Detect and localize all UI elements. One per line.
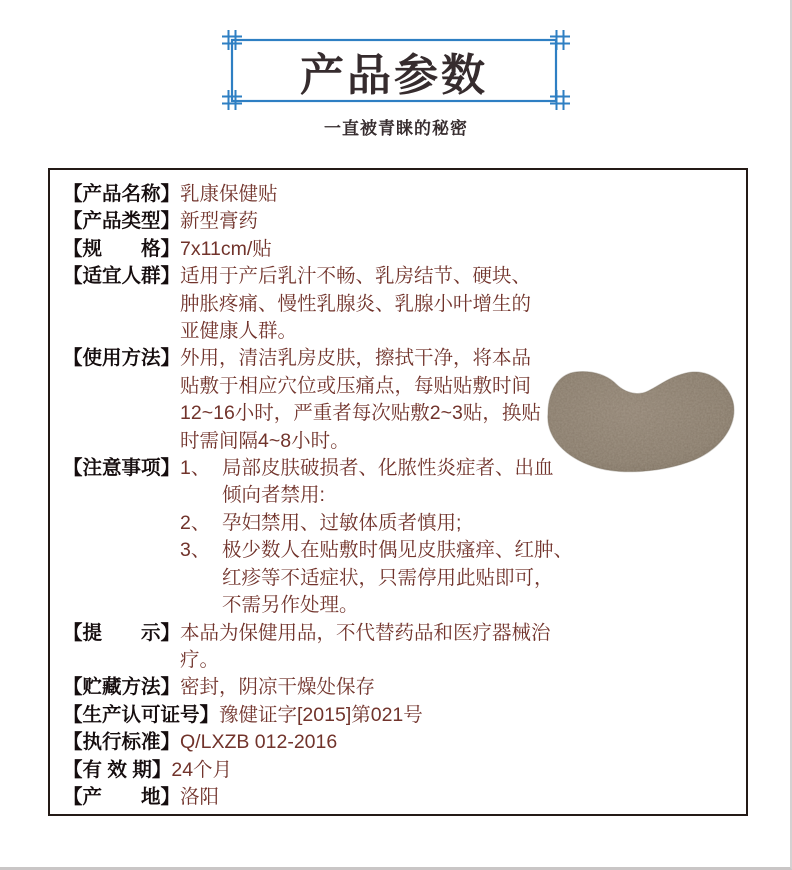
param-line: 孕妇禁用、过敏体质者慎用; — [222, 511, 462, 534]
param-line: 新型膏药 — [180, 210, 259, 233]
param-row — [63, 236, 746, 263]
param-line: 7x11cm/贴 — [180, 237, 272, 260]
param-label: 【规 格】 — [63, 237, 181, 260]
param-label: 【提 示】 — [63, 621, 181, 644]
param-row — [63, 674, 746, 701]
param-line: 极少数人在贴敷时偶见皮肤瘙痒、红肿、 — [222, 539, 574, 562]
param-line: 亚健康人群。 — [180, 320, 298, 343]
param-line: 本品为保健用品，不代替药品和医疗器械治 — [180, 621, 551, 644]
param-value — [180, 208, 258, 235]
header — [222, 28, 570, 112]
note-item-number: 1、 — [180, 457, 211, 480]
param-line: 红疹等不适症状，只需停用此贴即可， — [222, 566, 554, 589]
param-row — [63, 455, 746, 619]
note-item — [180, 455, 573, 510]
param-line: 外用，清洁乳房皮肤，擦拭干净，将本品 — [180, 347, 532, 370]
param-label: 【产品类型】 — [63, 210, 181, 233]
param-line: 局部皮肤破损者、化脓性炎症者、出血 — [222, 457, 554, 480]
param-row — [63, 702, 746, 729]
param-line: 倾向者禁用: — [222, 484, 325, 507]
param-row — [63, 784, 746, 811]
note-item-text — [222, 455, 554, 510]
param-value — [180, 674, 375, 701]
note-item — [180, 537, 573, 619]
note-item-number: 2、 — [180, 511, 211, 534]
param-row — [63, 757, 746, 784]
param-line: 贴敷于相应穴位或压痛点，每贴贴敷时间 — [180, 374, 532, 397]
param-line: 乳康保健贴 — [180, 183, 278, 205]
param-value — [180, 263, 531, 345]
param-value — [180, 181, 278, 208]
param-label: 【产品名称】 — [63, 183, 181, 205]
page-title: 产品参数 — [300, 50, 488, 100]
param-line: 不需另作处理。 — [222, 594, 359, 617]
param-line: 适用于产后乳汁不畅、乳房结节、硬块、 — [180, 265, 532, 288]
param-label: 【使用方法】 — [63, 347, 181, 370]
param-label: 【有 效 期】 — [63, 758, 172, 781]
param-line: 时需间隔4~8小时。 — [180, 429, 350, 452]
param-label: 【贮藏方法】 — [63, 676, 181, 699]
note-item-text — [222, 537, 573, 619]
param-line: 24个月 — [171, 758, 233, 781]
param-line: 12~16小时，严重者每次贴敷2~3贴，换贴 — [180, 402, 541, 425]
param-label: 【注意事项】 — [63, 457, 181, 480]
note-item — [180, 510, 573, 537]
param-row — [63, 729, 746, 756]
param-label: 【执行标准】 — [63, 731, 181, 754]
param-row — [63, 263, 746, 345]
param-line: 肿胀疼痛、慢性乳腺炎、乳腺小叶增生的 — [180, 292, 532, 315]
param-value — [180, 455, 573, 619]
param-value — [180, 236, 272, 263]
param-row — [63, 181, 746, 208]
param-line: 豫健证字[2015]第021号 — [219, 703, 423, 726]
param-row — [63, 208, 746, 235]
param-row — [63, 620, 746, 675]
param-line: 密封，阴凉干燥处保存 — [180, 676, 376, 699]
param-line: 洛阳 — [180, 785, 220, 808]
param-line: Q/LXZB 012-2016 — [180, 731, 338, 754]
param-value — [219, 702, 423, 729]
note-item-text — [222, 510, 461, 537]
param-label: 【适宜人群】 — [63, 265, 181, 288]
param-value — [180, 784, 219, 811]
param-line: 疗。 — [180, 648, 220, 671]
patch-photo — [546, 366, 736, 476]
param-value — [180, 729, 337, 756]
param-list — [63, 181, 746, 811]
parameters-panel — [48, 168, 748, 816]
note-item-number: 3、 — [180, 539, 211, 562]
param-value — [171, 757, 232, 784]
param-label: 【生产认可证号】 — [63, 703, 220, 726]
param-value — [180, 345, 541, 455]
param-label: 【产 地】 — [63, 785, 181, 808]
page-subtitle: 一直被青睐的秘密 — [324, 119, 468, 138]
param-value — [180, 620, 551, 675]
